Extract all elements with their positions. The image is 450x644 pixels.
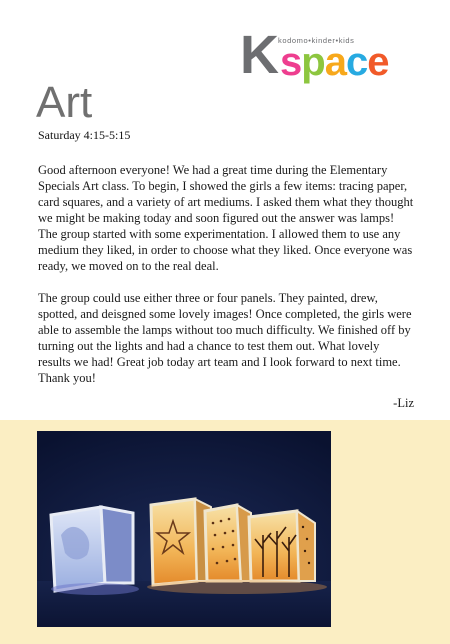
logo-letter: a [324,40,346,84]
paragraph: Good afternoon everyone! We had a great time during the Elementary Specials Art class. To begin, I showed the girls a few items: tracing paper, card squares, and a variety of art mediums. I asked them what they thought we might be making today and soon figured out the answer was lamps! The group started with some experimentation. I allowed them to use any medium they liked, in order to choose what they liked. Once everyone was ready, we moved on to the real deal. [38,163,414,273]
lamps-photo-image [37,431,331,627]
kspace-logo [240,25,418,85]
logo-letter: s [280,40,302,84]
lamps-photo [37,431,331,627]
logo-k-letter: K [240,25,279,85]
logo-letter: e [367,40,389,84]
article-body [38,162,414,402]
page-title: Art [36,78,93,127]
session-time: Saturday 4:15-5:15 [38,128,131,142]
logo-tagline: kodomo•kinder•kids [278,36,355,45]
paragraph: The group could use either three or four panels. They painted, drew, spotted, and deisgned some lovely images! Once completed, the girls were able to assemble the lamps without too much difficulty. We finished off by turning out the lights and had a chance to test them out. What lovely results we had! Great job today art team and I look forward to next time. Thank you! [38,291,412,385]
logo-letter: c [345,40,368,84]
signature: -Liz [393,396,414,410]
logo-letter: p [301,40,325,84]
